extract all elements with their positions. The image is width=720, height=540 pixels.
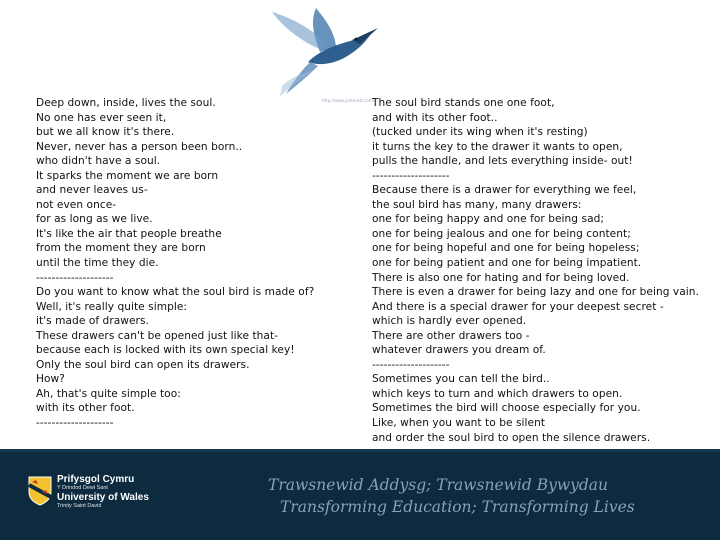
campus-name-welsh: Y Drindod Dewi Sant	[57, 485, 108, 491]
poem-line: How?	[36, 373, 65, 386]
university-name-welsh: Prifysgol Cymru	[57, 474, 135, 485]
poem-line: There are other drawers too -	[372, 329, 530, 342]
bird-illustration	[262, 6, 380, 98]
tagline-welsh: Trawsnewid Addysg; Trawsnewid Bywydau	[268, 476, 609, 494]
poem-line: because each is locked with its own special key!	[36, 344, 295, 357]
poem-line: Like, when you want to be silent	[372, 417, 546, 430]
poem-line: but we all know it's there.	[36, 126, 175, 139]
poem-divider: --------------------	[36, 271, 114, 284]
poem-line: Do you want to know what the soul bird is made of?	[36, 286, 315, 299]
bird-eye	[355, 38, 358, 41]
poem-line: Well, it's really quite simple:	[36, 300, 188, 313]
poem-line: one for being happy and one for being sad;	[372, 213, 605, 226]
footer-taglines	[268, 474, 635, 518]
poem-line: until the time they die.	[36, 257, 159, 270]
poem-line: (tucked under its wing when it's resting)	[372, 126, 588, 139]
poem-divider: --------------------	[372, 358, 450, 371]
poem-line: whatever drawers you dream of.	[372, 344, 546, 357]
poem-line: one for being jealous and one for being content;	[372, 227, 631, 240]
poem-line: It sparks the moment we are born	[36, 169, 219, 182]
poem-line: and never leaves us-	[36, 184, 148, 197]
poem-line: not even once-	[36, 198, 117, 211]
tagline-english: Transforming Education; Transforming Lives	[280, 498, 635, 516]
poem-line: Because there is a drawer for everything we feel,	[372, 184, 637, 197]
poem-line: Never, never has a person been born..	[36, 140, 243, 153]
poem-line: It's like the air that people breathe	[36, 227, 222, 240]
poem-line: Sometimes you can tell the bird..	[372, 373, 550, 386]
poem-line: with its other foot.	[36, 402, 135, 415]
poem-line: and with its other foot..	[372, 111, 498, 124]
poem-line: which keys to turn and which drawers to open.	[372, 387, 623, 400]
poem-line: which is hardly ever opened.	[372, 315, 527, 328]
poem-line: There is even a drawer for being lazy and one for being vain.	[372, 286, 699, 299]
poem-line: And there is a special drawer for your deepest secret -	[372, 300, 664, 313]
poem-divider: --------------------	[36, 417, 114, 430]
poem-line: Only the soul bird can open its drawers.	[36, 358, 250, 371]
poem-right-column	[372, 96, 717, 445]
poem-line: Sometimes the bird will choose especially for you.	[372, 402, 641, 415]
poem-line: Ah, that's quite simple too:	[36, 387, 181, 400]
university-crest-icon	[28, 476, 52, 506]
university-name-block	[57, 474, 149, 510]
poem-line: who didn't have a soul.	[36, 155, 161, 168]
poem-line: it's made of drawers.	[36, 315, 149, 328]
campus-name-english: Trinity Saint David	[57, 503, 102, 509]
poem-line: No one has ever seen it,	[36, 111, 167, 124]
poem-line: pulls the handle, and lets everything inside- out!	[372, 155, 633, 168]
poem-line: the soul bird has many, many drawers:	[372, 198, 582, 211]
poem-line: one for being patient and one for being impatient.	[372, 257, 642, 270]
poem-left-column	[36, 96, 356, 431]
footer-top-band	[0, 449, 720, 452]
poem-line: There is also one for hating and for being loved.	[372, 271, 630, 284]
poem-line: The soul bird stands one one foot,	[372, 97, 555, 109]
image-caption: http://www.pinterest.com/...	[322, 98, 378, 103]
university-name-english: University of Wales	[57, 492, 149, 503]
poem-line: Deep down, inside, lives the soul.	[36, 97, 216, 109]
poem-line: for as long as we live.	[36, 213, 153, 226]
poem-line: it turns the key to the drawer it wants to open,	[372, 140, 623, 153]
poem-line: from the moment they are born	[36, 242, 206, 255]
poem-line: and order the soul bird to open the silence drawers.	[372, 431, 651, 444]
poem-line: one for being hopeful and one for being hopeless;	[372, 242, 640, 255]
poem-divider: --------------------	[372, 169, 450, 182]
poem-line: These drawers can't be opened just like that-	[36, 329, 279, 342]
